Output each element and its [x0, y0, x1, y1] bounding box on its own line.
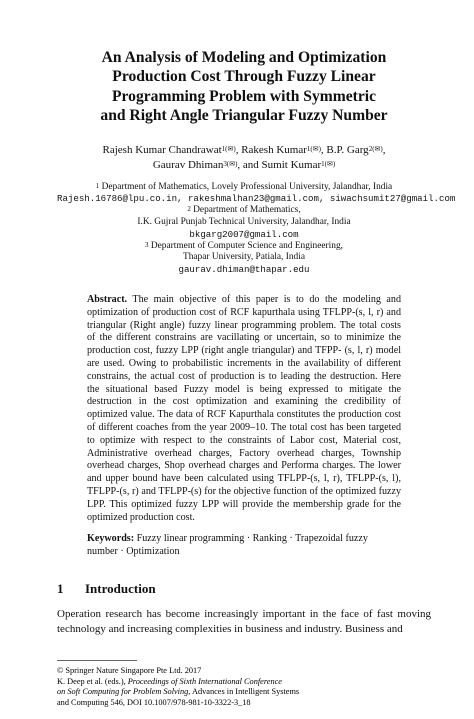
citation-editors: K. Deep et al. (eds.),: [57, 676, 128, 686]
section-heading: [57, 581, 431, 597]
abstract-text: The main objective of this paper is to do the modeling and optimization of production cost of RCF kapurthala using TFLPP-(s, l, r) and triangular (Right angle) fuzzy linear programming problem. The total costs of the different constrains are vacillating or uncertain, so to minimize the production cost, fuzzy LPP (right angle triangular) and TFPP- (s, l, r) model are used. Owing to probabilistic increments in the availability of different constrains, the actual cost of production is to leading the destruction. Here the situational based Fuzzy model is being expressed to mitigate the destruction in the cost optimization and examining the credibility of optimized value. The data of RCF Kapurthala constitutes the production cost of different coaches from the year 2009–10. The total cost has been targeted to optimize with respect to the constraints of Labor cost, Material cost, Administrative overhead charges, Factory overhead charges, Township overhead charges, Shop overhead charges and Performa charges. The lower and upper bound have been calculated using TFLPP-(s, l, r), TFLPP-(s, l), TFLPP-(s, r) and TFLPP-(s) for the objective function of the optimized fuzzy LPP. This optimized fuzzy LPP will provide the membership grade for the optimized production cost.: [87, 294, 401, 523]
affiliations: [57, 181, 456, 276]
affiliation-3-number: 3: [145, 240, 149, 249]
affiliation-3: [57, 241, 431, 253]
author-2-affil: 1(✉): [306, 144, 321, 153]
author-3-affil: 2(✉): [368, 144, 383, 153]
author-line-1: Rajesh Kumar Chandrawat$^{1(✉)}$, Rakesh Kumar$^{1(✉)}$, B.P. Garg$^{2(✉)}$,: [102, 143, 386, 156]
copyright-footnote: [57, 666, 431, 708]
keywords-text: Fuzzy linear programming · Ranking · Trapezoidal fuzzy number · Optimization: [87, 533, 368, 558]
author-list: [57, 143, 431, 173]
intro-paragraph: Operation research has become increasingly important in the face of fast moving technology and increasing complexities in business and industry. Business and: [57, 607, 431, 635]
abstract-label: Abstract.: [87, 294, 128, 305]
citation-conference: on Soft Computing for Problem Solving: [57, 687, 189, 697]
footnote-rule: [57, 660, 137, 661]
author-2: , Rakesh Kumar: [235, 143, 307, 156]
affiliation-2-number: 2: [187, 205, 191, 214]
affiliation-1-number: 1: [95, 181, 100, 190]
author-1-affil: 1(✉): [221, 144, 236, 153]
affiliation-2-univ: I.K. Gujral Punjab Technical University, Jalandhar, India: [137, 217, 351, 228]
affiliation-3-email: gaurav.dhiman@thapar.edu: [178, 264, 310, 276]
citation-series: , Advances in Intelligent Systems: [188, 687, 300, 697]
section-number: 1: [57, 580, 64, 596]
affiliation-1-emails: Rajesh.16786@lpu.co.in, rakeshmalhan23@gmail.com, siwachsumit27@gmail.com: [57, 193, 456, 205]
affiliation-1: [57, 182, 431, 194]
author-5-affil: 1(✉): [321, 159, 336, 168]
keywords: [87, 533, 401, 559]
author-1: Rajesh Kumar Chandrawat: [102, 143, 222, 156]
affiliation-3-dept: Department of Computer Science and Engineering,: [150, 240, 343, 251]
paper-title: [57, 48, 431, 126]
author-3: , B.P. Garg: [320, 143, 369, 156]
footnote-citation-1: [57, 677, 431, 688]
affiliation-1-dept: Department of Mathematics, Lovely Professional University, Jalandhar, India: [101, 181, 393, 192]
affiliation-3-univ: Thapar University, Patiala, India: [182, 252, 305, 263]
footnote-citation-2: [57, 687, 431, 698]
section-title: Introduction: [85, 580, 156, 596]
author-4: Gaurav Dhiman: [152, 158, 224, 171]
keywords-label: Keywords:: [87, 533, 135, 545]
author-line-2: [57, 158, 431, 173]
affiliation-2-email: bkgarg2007@gmail.com: [189, 228, 299, 240]
citation-proceedings: Proceedings of Sixth International Conference: [127, 676, 282, 686]
affiliation-2-dept: Department of Mathematics,: [193, 205, 301, 216]
title-line-2: Production Cost Through Fuzzy Linear: [112, 68, 376, 86]
title-line-3: Programming Problem with Symmetric: [111, 87, 377, 105]
abstract: [87, 294, 401, 524]
footnote-doi: and Computing 546, DOI 10.1007/978-981-10-3322-3_18: [57, 697, 251, 707]
title-line-4: and Right Angle Triangular Fuzzy Number: [100, 107, 388, 125]
footnote-copyright: © Springer Nature Singapore Pte Ltd. 2017: [57, 666, 202, 675]
title-line-1: An Analysis of Modeling and Optimization: [101, 49, 387, 66]
affiliation-2: [57, 205, 431, 217]
author-5: , and Sumit Kumar: [237, 158, 322, 171]
author-4-affil: 3(✉): [223, 159, 238, 168]
